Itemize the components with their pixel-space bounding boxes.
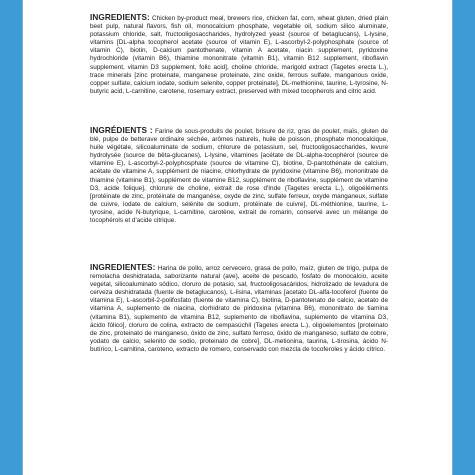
ingredients-heading-english: INGREDIENTS: (90, 13, 150, 22)
left-blue-band (0, 0, 22, 475)
ingredients-text-english: Chicken by-product meal, brewers rice, chicken fat, corn, wheat gluten, dried plain beet pulp, natural flavors, fish oil, monocalcium phosphate, vegetable oil, sodium silico aluminate, potassium chloride, salt, fructooligosaccharides, hydrolyzed yeast (source of betaglucans), L-lysine, vitamins [DL-alpha tocopherol acetate (source of vitamin E), L-ascorbyl-2-polyphosphate (source of vitamin C), biotin, D-calcium pantothenate, vitamin A acetate, niacin supplement, pyridoxine hydrochloride (vitamin B6), thiamine mononitrate (vitamin B1), vitamin B12 supplement, riboflavin supplement, vitamin D3 supplement, folic acid], choline chloride, marigold extract (Tagetes erecta L.), trace minerals [zinc proteinate, manganese proteinate, zinc oxide, ferrous sulfate, manganous oxide, copper sulfate, calcium iodate, sodium selenite, copper proteinate], DL-methionine, taurine, L-tyrosine, N-butyric acid, L-carnitine, carotene, rosemary extract, preserved with mixed tocopherols and citric acid. (90, 15, 388, 95)
right-blue-band (453, 0, 475, 475)
ingredients-text-spanish: Harina de pollo, arroz cervecero, grasa de pollo, maíz, gluten de trigo, pulpa de remolacha deshidratada, saborizante natural (ave), aceite de pescado, fosfato de monocalcio, aceite vegetal, silicoaluminato sódico, cloruro de potasio, sal, fructooligosacáridos, hidrolizado de levadura de cerveza deshidratada (fuente de betaglucanos), L-lisina, vitaminas [acetato DL-alfa-tocoferol (fuente de vitamina E), L-ascorbil-2-polifosfato (fuente de vitamina C), biotina, D-pantotenato de calcio, acetato de vitamina A, suplemento de niacina, clorhidrato de piridoxina (vitamina B6), mononitrato de tiamina (vitamina B1), suplemento de vitamina B12, suplemento de riboflavina, suplemento de vitamina D3, ácido fólico], cloruro de colina, extracto de cempasúchil (Tagetes erecta L.), oligoelementos [proteinato de zinc, proteinato de manganeso, óxido de zinc, sulfato ferroso, óxido de manganeso, sulfato de cobre, yodato de calcio, selenito de sodio, proteinato de cobre], DL-metionina, taurina, L-tirosina, ácido N-butírico, L-carnitina, caroteno, extracto de romero, conservado con mezcla de tocoferoles y ácido cítrico. (90, 265, 388, 353)
ingredients-heading-spanish: INGREDIENTES: (90, 263, 156, 272)
ingredients-heading-french: INGRÉDIENTS : (90, 126, 153, 135)
ingredients-english (90, 14, 388, 96)
ingredients-text-french: Farine de sous-produits de poulet, brisure de riz, gras de poulet, maïs, gluten de blé, pulpe de betterave ordinaire séchée, arômes naturels, huile de poisson, phosphate monocalcique, huile végétale, silicoaluminate de sodium, chlorure de potassium, sel, fructooligosaccharides, levure hydrolysée (source de bêta-glucanes), L-lysine, vitamines [acétate de DL-alpha-tocophérol (source de vitamine E), L-ascorbyl-2-polyphosphate (source de vitamine C), biotine, D-pantothénate de calcium, acétate de vitamine A, supplément de niacine, chlorhydrate de pyridoxine (vitamine B6), mononitrate de thiamine (vitamine B1), supplément de vitamine B12, supplément de riboflavine, supplément de vitamine D3, acide folique], chlorure de choline, extrait de rose d'Inde (Tagetes erecta L.), oligoéléments [protéinate de zinc, protéinate de manganèse, oxyde de zinc, sulfate ferreux, oxyde manganeux, sulfate de cuivre, iodate de calcium, sélénite de sodium, protéinate de cuivre], DL-méthionine, taurine, L-tyrosine, acide N-butyrique, L-carnitine, carotène, extrait de romarin, conservé avec un mélange de tocophérols et d'acide citrique. (90, 128, 388, 225)
ingredients-french (90, 127, 388, 225)
ingredients-panel (22, 0, 453, 475)
ingredients-spanish (90, 264, 388, 354)
